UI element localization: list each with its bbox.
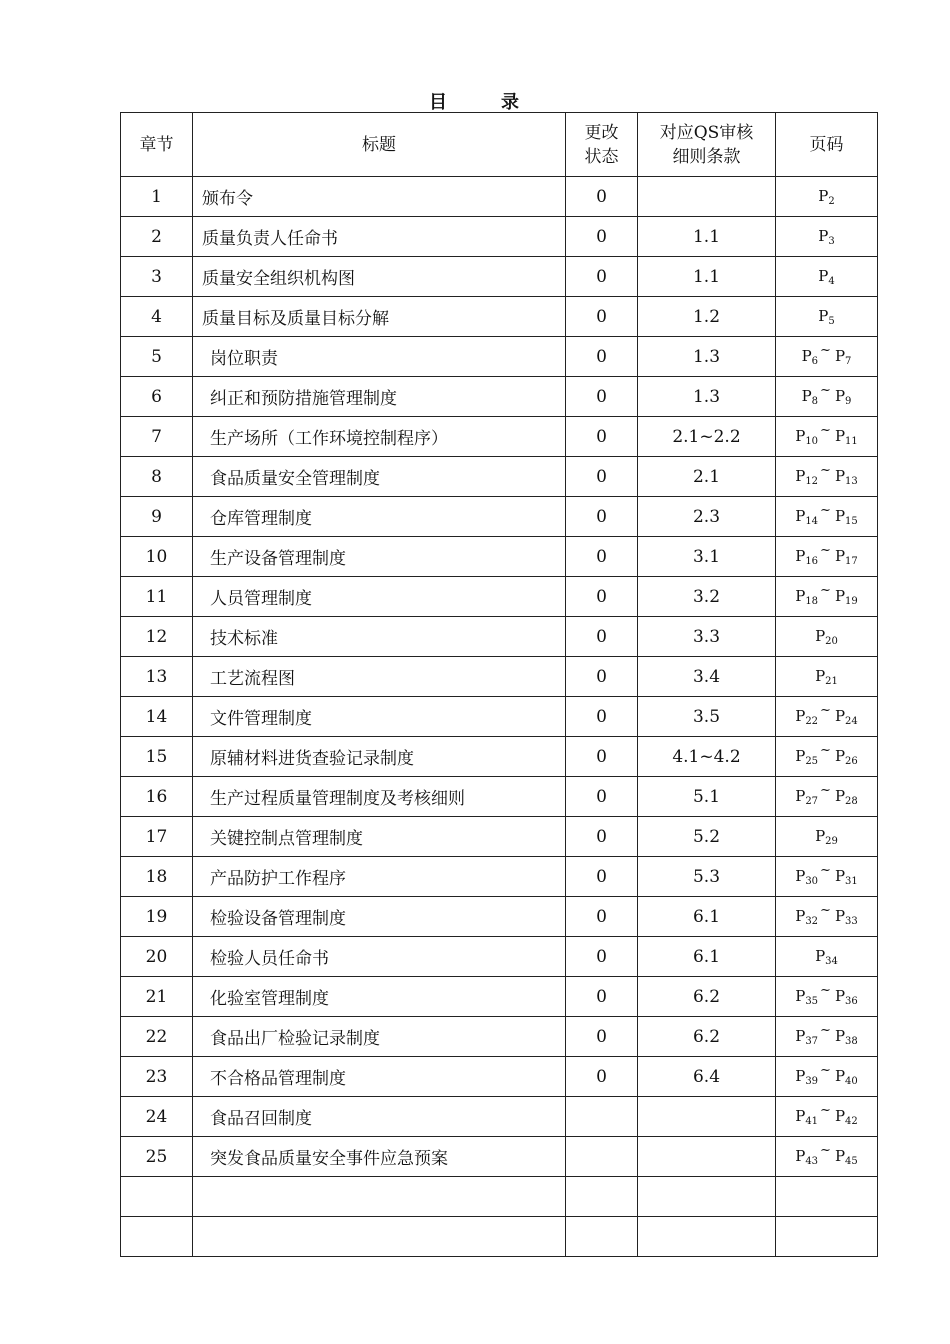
row-chapter: 12 [121,617,193,657]
row-chapter: 9 [121,497,193,537]
table-row [121,1017,878,1057]
header-title: 标题 [193,113,566,177]
row-title[interactable]: 关键控制点管理制度 [193,817,566,857]
row-clause: 1.1 [638,217,776,257]
row-title[interactable]: 产品防护工作程序 [193,857,566,897]
page-to: 19 [845,596,858,607]
row-chapter: 22 [121,1017,193,1057]
table-row [121,617,878,657]
table-row [121,257,878,297]
row-page [776,1177,878,1217]
page-from: 12 [805,476,819,487]
table-row [121,657,878,697]
row-page [776,657,878,697]
page-from: 27 [805,796,819,807]
table-row [121,737,878,777]
row-clause [638,1217,776,1257]
row-clause: 4.1~4.2 [638,737,776,777]
row-chapter: 11 [121,577,193,617]
row-page [776,337,878,377]
page-range: $P_{16}\sim$ $P_{17}$ [795,543,858,567]
row-title[interactable]: 纠正和预防措施管理制度 [193,377,566,417]
row-chapter [121,1177,193,1217]
header-clause [638,113,776,177]
row-status: 0 [566,537,638,577]
header-chapter: 章节 [121,113,193,177]
row-page [776,1017,878,1057]
row-page [776,737,878,777]
page-from: 2 [828,196,835,207]
page-range: $P_3$ [818,227,835,247]
row-title[interactable]: 人员管理制度 [193,577,566,617]
page-to: 9 [845,396,852,407]
page-title [0,88,950,114]
row-clause: 1.1 [638,257,776,297]
row-page [776,977,878,1017]
row-page [776,377,878,417]
row-chapter: 6 [121,377,193,417]
row-page [776,1217,878,1257]
row-page [776,537,878,577]
row-status: 0 [566,217,638,257]
page-to: 31 [845,876,858,887]
row-title[interactable]: 生产场所（工作环境控制程序） [193,417,566,457]
page-from: 16 [805,556,819,567]
row-clause: 6.1 [638,937,776,977]
row-chapter: 8 [121,457,193,497]
table-row [121,377,878,417]
row-clause: 6.1 [638,897,776,937]
page-from: 43 [805,1156,819,1167]
row-title[interactable]: 质量目标及质量目标分解 [193,297,566,337]
range-tilde: ~ [820,383,831,398]
page-from: 14 [805,516,819,527]
table-row [121,977,878,1017]
row-chapter: 17 [121,817,193,857]
header-clause-line2: 细则条款 [672,146,741,167]
toc-body [121,177,878,1257]
row-clause: 2.3 [638,497,776,537]
title-char-left: 目 [429,92,449,113]
page-to: 40 [845,1076,858,1087]
row-title[interactable]: 生产设备管理制度 [193,537,566,577]
row-title[interactable]: 质量安全组织机构图 [193,257,566,297]
row-clause: 3.1 [638,537,776,577]
row-clause: 6.4 [638,1057,776,1097]
page-range: $P_5$ [818,307,835,327]
row-title[interactable]: 工艺流程图 [193,657,566,697]
page-from: 18 [805,596,819,607]
page-range: $P_{22}\sim$ $P_{24}$ [795,703,858,727]
page-to: 36 [845,996,858,1007]
page-range: $P_{18}\sim$ $P_{19}$ [795,583,858,607]
range-tilde: ~ [820,1063,831,1078]
range-tilde: ~ [820,343,831,358]
title-char-right: 录 [501,92,521,113]
row-clause: 3.4 [638,657,776,697]
row-chapter: 16 [121,777,193,817]
page-range: $P_{35}\sim$ $P_{36}$ [795,983,858,1007]
header-page: 页码 [776,113,878,177]
row-status: 0 [566,617,638,657]
row-clause: 3.3 [638,617,776,657]
page-from: 39 [805,1076,819,1087]
table-row [121,857,878,897]
page-range: $P_{41}\sim$ $P_{42}$ [795,1103,858,1127]
table-row [121,417,878,457]
page-to: 26 [845,756,858,767]
row-status: 0 [566,577,638,617]
row-chapter: 10 [121,537,193,577]
row-title[interactable]: 生产过程质量管理制度及考核细则 [193,777,566,817]
table-row [121,1057,878,1097]
row-chapter: 5 [121,337,193,377]
row-clause: 5.3 [638,857,776,897]
row-status: 0 [566,977,638,1017]
row-page [776,697,878,737]
row-title[interactable]: 质量负责人任命书 [193,217,566,257]
row-title[interactable]: 检验人员任命书 [193,937,566,977]
row-title[interactable]: 不合格品管理制度 [193,1057,566,1097]
page-to: 15 [845,516,858,527]
row-status: 0 [566,937,638,977]
header-status-line2: 状态 [584,146,619,167]
row-title[interactable]: 食品召回制度 [193,1097,566,1137]
row-status: 0 [566,337,638,377]
page-from: 6 [811,356,819,367]
page-from: 21 [825,676,838,687]
row-chapter: 13 [121,657,193,697]
page-from: 35 [805,996,819,1007]
row-title[interactable]: 化验室管理制度 [193,977,566,1017]
row-clause: 1.2 [638,297,776,337]
page-range: $P_{34}$ [815,947,838,967]
page-range: $P_{37}\sim$ $P_{38}$ [795,1023,858,1047]
page-to: 24 [845,716,858,727]
row-clause: 2.1 [638,457,776,497]
row-clause [638,1097,776,1137]
range-tilde: ~ [820,1103,831,1118]
row-page [776,1137,878,1177]
row-chapter: 15 [121,737,193,777]
row-chapter: 18 [121,857,193,897]
page-to: 7 [845,356,852,367]
row-page [776,817,878,857]
row-status: 0 [566,297,638,337]
range-tilde: ~ [820,1143,831,1158]
range-tilde: ~ [820,863,831,878]
row-clause [638,1177,776,1217]
row-status: 0 [566,257,638,297]
page-range: $P_{39}\sim$ $P_{40}$ [795,1063,858,1087]
row-title[interactable]: 检验设备管理制度 [193,897,566,937]
row-status [566,1097,638,1137]
row-clause: 5.1 [638,777,776,817]
row-status: 0 [566,1057,638,1097]
page-range: $P_{29}$ [815,827,838,847]
row-title[interactable]: 食品质量安全管理制度 [193,457,566,497]
row-title[interactable]: 文件管理制度 [193,697,566,737]
table-row [121,817,878,857]
row-clause: 2.1~2.2 [638,417,776,457]
page-from: 5 [828,316,835,327]
page-to: 13 [845,476,858,487]
page-from: 29 [825,836,838,847]
row-page [776,257,878,297]
page-from: 22 [805,716,819,727]
table-row [121,457,878,497]
row-title[interactable]: 颁布令 [193,177,566,217]
page-range: $P_{30}\sim$ $P_{31}$ [795,863,858,887]
row-status: 0 [566,177,638,217]
row-title[interactable]: 突发食品质量安全事件应急预案 [193,1137,566,1177]
row-chapter: 4 [121,297,193,337]
row-chapter: 19 [121,897,193,937]
table-row [121,937,878,977]
row-clause: 1.3 [638,377,776,417]
toc-table [120,112,878,1257]
row-status: 0 [566,897,638,937]
page-from: 25 [805,756,819,767]
page-range: $P_2$ [818,187,835,207]
page-to: 17 [845,556,858,567]
row-status: 0 [566,657,638,697]
row-status: 0 [566,817,638,857]
row-status: 0 [566,697,638,737]
page-range: $P_6\sim$ $P_7$ [801,343,852,367]
page-range: $P_{43}\sim$ $P_{45}$ [795,1143,858,1167]
row-page [776,937,878,977]
row-clause: 1.3 [638,337,776,377]
page-from: 41 [805,1116,819,1127]
page-from: 30 [805,876,819,887]
range-tilde: ~ [820,743,831,758]
row-status: 0 [566,457,638,497]
row-page [776,497,878,537]
row-title[interactable]: 技术标准 [193,617,566,657]
page-from: 10 [805,436,819,447]
page-range: $P_{20}$ [815,627,838,647]
table-row [121,177,878,217]
table-row [121,297,878,337]
row-clause: 6.2 [638,1017,776,1057]
table-row [121,897,878,937]
row-clause: 5.2 [638,817,776,857]
row-status [566,1217,638,1257]
row-title[interactable]: 原辅材料进货查验记录制度 [193,737,566,777]
range-tilde: ~ [820,783,831,798]
page-range: $P_{10}\sim$ $P_{11}$ [795,423,858,447]
table-row [121,697,878,737]
row-chapter: 23 [121,1057,193,1097]
page-to: 38 [845,1036,858,1047]
row-page [776,297,878,337]
page-range: $P_{32}\sim$ $P_{33}$ [795,903,858,927]
table-row [121,1137,878,1177]
row-status: 0 [566,737,638,777]
page-from: 8 [811,396,819,407]
header-clause-line1: 对应QS审核 [659,122,754,143]
page-range: $P_{12}\sim$ $P_{13}$ [795,463,858,487]
header-status-line1: 更改 [584,122,619,143]
page-to: 45 [845,1156,858,1167]
table-row [121,1217,878,1257]
row-title[interactable]: 仓库管理制度 [193,497,566,537]
row-clause: 6.2 [638,977,776,1017]
row-page [776,777,878,817]
row-page [776,1057,878,1097]
row-status: 0 [566,857,638,897]
page-from: 4 [828,276,835,287]
row-clause [638,1137,776,1177]
page-range: $P_{14}\sim$ $P_{15}$ [795,503,858,527]
row-chapter: 24 [121,1097,193,1137]
page-from: 3 [828,236,835,247]
table-row [121,1097,878,1137]
row-title[interactable]: 食品出厂检验记录制度 [193,1017,566,1057]
row-chapter: 14 [121,697,193,737]
range-tilde: ~ [820,543,831,558]
row-clause: 3.2 [638,577,776,617]
row-page [776,1097,878,1137]
row-page [776,217,878,257]
row-chapter: 20 [121,937,193,977]
row-status: 0 [566,777,638,817]
header-status [566,113,638,177]
row-chapter: 25 [121,1137,193,1177]
row-page [776,857,878,897]
table-row [121,217,878,257]
page-to: 33 [845,916,858,927]
row-chapter: 21 [121,977,193,1017]
range-tilde: ~ [820,983,831,998]
range-tilde: ~ [820,503,831,518]
row-status: 0 [566,417,638,457]
row-page [776,177,878,217]
range-tilde: ~ [820,583,831,598]
table-row [121,777,878,817]
row-title[interactable] [193,1177,566,1217]
row-page [776,617,878,657]
page-from: 20 [825,636,838,647]
row-title[interactable]: 岗位职责 [193,337,566,377]
table-row [121,1177,878,1217]
page-range: $P_{27}\sim$ $P_{28}$ [795,783,858,807]
range-tilde: ~ [820,903,831,918]
page-from: 37 [805,1036,819,1047]
toc-header [121,113,878,177]
page-range: $P_{25}\sim$ $P_{26}$ [795,743,858,767]
row-page [776,457,878,497]
table-row [121,337,878,377]
row-status [566,1137,638,1177]
row-clause: 3.5 [638,697,776,737]
row-page [776,417,878,457]
page-to: 42 [845,1116,858,1127]
range-tilde: ~ [820,703,831,718]
row-chapter [121,1217,193,1257]
row-status: 0 [566,497,638,537]
page-range: $P_8\sim$ $P_9$ [801,383,852,407]
row-chapter: 7 [121,417,193,457]
row-status: 0 [566,1017,638,1057]
row-page [776,577,878,617]
range-tilde: ~ [820,1023,831,1038]
row-status: 0 [566,377,638,417]
page-from: 32 [805,916,819,927]
page-range: $P_4$ [818,267,835,287]
range-tilde: ~ [820,463,831,478]
row-chapter: 1 [121,177,193,217]
row-page [776,897,878,937]
range-tilde: ~ [820,423,831,438]
table-row [121,497,878,537]
page-to: 11 [845,436,858,447]
table-row [121,577,878,617]
row-status [566,1177,638,1217]
page-range: $P_{21}$ [815,667,838,687]
table-row [121,537,878,577]
row-chapter: 2 [121,217,193,257]
row-chapter: 3 [121,257,193,297]
row-title[interactable] [193,1217,566,1257]
page-from: 34 [825,956,838,967]
row-clause [638,177,776,217]
page-to: 28 [845,796,858,807]
